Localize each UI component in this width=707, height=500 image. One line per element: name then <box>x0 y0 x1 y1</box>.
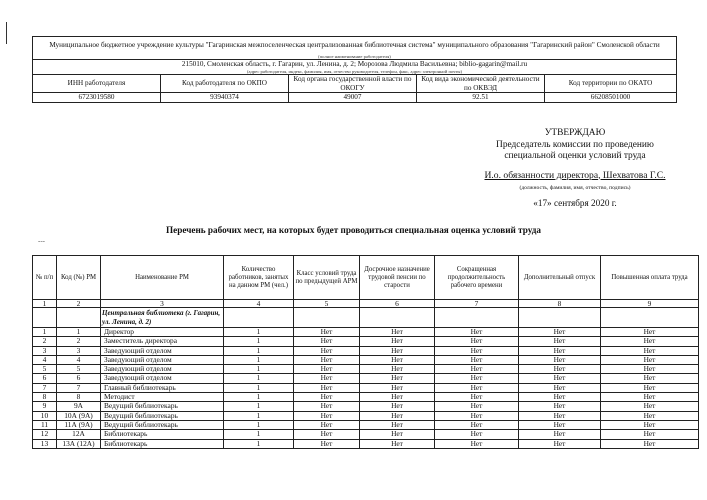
early-pension: Нет <box>360 383 435 392</box>
reduced-hours: Нет <box>435 420 519 429</box>
row-number: 5 <box>33 365 57 374</box>
worker-count: 1 <box>224 439 294 448</box>
signatory: И.о. обязанности директора, Шехватова Г.С. <box>484 169 666 181</box>
worker-count: 1 <box>224 355 294 364</box>
table-row <box>33 355 699 364</box>
work-class: Нет <box>294 328 360 337</box>
reduced-hours: Нет <box>435 430 519 439</box>
approve-heading: УТВЕРЖДАЮ <box>544 128 606 138</box>
worker-count: 1 <box>224 337 294 346</box>
workplace-code: 4 <box>57 355 101 364</box>
workplace-code: 11А (9А) <box>57 420 101 429</box>
extra-leave: Нет <box>519 393 601 402</box>
worker-count: 1 <box>224 402 294 411</box>
extra-leave: Нет <box>519 420 601 429</box>
okved-header: Код вида экономической деятельности по ОКВЭД <box>417 75 545 93</box>
reduced-hours: Нет <box>435 346 519 355</box>
column-number: 6 <box>360 300 435 308</box>
okpo-value: 93940374 <box>161 93 289 103</box>
row-number: 13 <box>33 439 57 448</box>
extra-leave: Нет <box>519 439 601 448</box>
scan-margin-mark <box>6 22 7 44</box>
row-number: 9 <box>33 402 57 411</box>
increased-pay: Нет <box>601 337 699 346</box>
increased-pay: Нет <box>601 355 699 364</box>
table-header-row <box>33 256 699 300</box>
reduced-hours: Нет <box>435 411 519 420</box>
workplace-code: 13А (12А) <box>57 439 101 448</box>
table-row <box>33 337 699 346</box>
employer-address: 215010, Смоленская область, г. Гагарин, ул. Ленина, д. 2; Морозова Людмила Васильевна; biblio-gagarin@mail.ru <box>33 60 677 70</box>
col-header-class: Класс условий труда по предыдущей АРМ <box>294 256 360 300</box>
employer-name-caption: (полное наименование работодателя) <box>33 54 677 60</box>
work-class: Нет <box>294 383 360 392</box>
okato-value: 66208501000 <box>545 93 677 103</box>
inn-header: ИНН работодателя <box>33 75 161 93</box>
work-class: Нет <box>294 402 360 411</box>
table-row <box>33 420 699 429</box>
row-number: 10 <box>33 411 57 420</box>
column-number: 8 <box>519 300 601 308</box>
increased-pay: Нет <box>601 402 699 411</box>
early-pension: Нет <box>360 393 435 402</box>
early-pension: Нет <box>360 374 435 383</box>
workplace-code: 8 <box>57 393 101 402</box>
worker-count: 1 <box>224 328 294 337</box>
increased-pay: Нет <box>601 365 699 374</box>
row-number: 2 <box>33 337 57 346</box>
row-number: 6 <box>33 374 57 383</box>
col-header-code: Код (№) РМ <box>57 256 101 300</box>
workplace-name: Ведущий библиотекарь <box>101 402 224 411</box>
employer-name: Муниципальное бюджетное учреждение культуры "Гагаринская межпоселенческая централизованная библиотечная система" муниципального образования "Гагаринский район" Смоленской области <box>33 37 677 55</box>
row-number: 7 <box>33 383 57 392</box>
table-row <box>33 374 699 383</box>
worker-count: 1 <box>224 374 294 383</box>
table-row <box>33 383 699 392</box>
col-header-count: Количество работников, занятых на данном РМ (чел.) <box>224 256 294 300</box>
increased-pay: Нет <box>601 430 699 439</box>
table-row <box>33 411 699 420</box>
dash-marker: --- <box>38 237 45 245</box>
okpo-header: Код работодателя по ОКПО <box>161 75 289 93</box>
workplace-name: Заведующий отделом <box>101 346 224 355</box>
inn-value: 6723019580 <box>33 93 161 103</box>
workplace-name: Методист <box>101 393 224 402</box>
extra-leave: Нет <box>519 402 601 411</box>
workplace-code: 9А <box>57 402 101 411</box>
okato-header: Код территории по ОКАТО <box>545 75 677 93</box>
approve-line-2: специальной оценки условий труда <box>504 151 646 161</box>
table-row <box>33 402 699 411</box>
increased-pay: Нет <box>601 420 699 429</box>
row-number: 8 <box>33 393 57 402</box>
reduced-hours: Нет <box>435 402 519 411</box>
column-number: 7 <box>435 300 519 308</box>
signatory-hint: (должность, фамилия, имя, отчество, подпись) <box>519 185 631 191</box>
increased-pay: Нет <box>601 374 699 383</box>
early-pension: Нет <box>360 439 435 448</box>
column-number: 5 <box>294 300 360 308</box>
early-pension: Нет <box>360 328 435 337</box>
section-row <box>33 308 699 328</box>
workplace-code: 10А (9А) <box>57 411 101 420</box>
extra-leave: Нет <box>519 411 601 420</box>
worker-count: 1 <box>224 420 294 429</box>
early-pension: Нет <box>360 355 435 364</box>
workplace-code: 5 <box>57 365 101 374</box>
reduced-hours: Нет <box>435 383 519 392</box>
reduced-hours: Нет <box>435 374 519 383</box>
extra-leave: Нет <box>519 337 601 346</box>
workplace-name: Заведующий отделом <box>101 374 224 383</box>
reduced-hours: Нет <box>435 439 519 448</box>
document-title: Перечень рабочих мест, на которых будет проводиться специальная оценка условий труда <box>166 225 541 235</box>
workplace-code: 12А <box>57 430 101 439</box>
early-pension: Нет <box>360 430 435 439</box>
increased-pay: Нет <box>601 383 699 392</box>
okved-value: 92.51 <box>417 93 545 103</box>
okogu-value: 49007 <box>289 93 417 103</box>
work-class: Нет <box>294 430 360 439</box>
table-row <box>33 328 699 337</box>
table-row <box>33 346 699 355</box>
workplace-name: Директор <box>101 328 224 337</box>
col-header-name: Наименование РМ <box>101 256 224 300</box>
table-row <box>33 365 699 374</box>
worker-count: 1 <box>224 411 294 420</box>
workplace-code: 3 <box>57 346 101 355</box>
early-pension: Нет <box>360 411 435 420</box>
employer-info-table <box>32 36 677 103</box>
worker-count: 1 <box>224 430 294 439</box>
workplaces-table <box>32 255 699 449</box>
okogu-header: Код органа государственной власти по ОКОГУ <box>289 75 417 93</box>
table-row <box>33 430 699 439</box>
work-class: Нет <box>294 439 360 448</box>
work-class: Нет <box>294 393 360 402</box>
extra-leave: Нет <box>519 383 601 392</box>
workplace-code: 1 <box>57 328 101 337</box>
workplace-name: Заведующий отделом <box>101 355 224 364</box>
work-class: Нет <box>294 337 360 346</box>
work-class: Нет <box>294 365 360 374</box>
worker-count: 1 <box>224 365 294 374</box>
early-pension: Нет <box>360 346 435 355</box>
early-pension: Нет <box>360 365 435 374</box>
extra-leave: Нет <box>519 430 601 439</box>
approval-block <box>465 128 685 210</box>
early-pension: Нет <box>360 420 435 429</box>
early-pension: Нет <box>360 337 435 346</box>
workplace-name: Ведущий библиотекарь <box>101 411 224 420</box>
work-class: Нет <box>294 355 360 364</box>
work-class: Нет <box>294 420 360 429</box>
column-number: 3 <box>101 300 224 308</box>
table-row <box>33 393 699 402</box>
reduced-hours: Нет <box>435 393 519 402</box>
workplace-code: 7 <box>57 383 101 392</box>
increased-pay: Нет <box>601 411 699 420</box>
work-class: Нет <box>294 346 360 355</box>
col-header-no: № п/п <box>33 256 57 300</box>
table-row <box>33 439 699 448</box>
col-header-pay: Повышенная оплата труда <box>601 256 699 300</box>
extra-leave: Нет <box>519 365 601 374</box>
early-pension: Нет <box>360 402 435 411</box>
column-number: 2 <box>57 300 101 308</box>
workplace-name: Заместитель директора <box>101 337 224 346</box>
increased-pay: Нет <box>601 439 699 448</box>
section-title: Центральная библиотека (г. Гагарин, ул. Ленина, д. 2) <box>101 308 224 328</box>
workplace-name: Заведующий отделом <box>101 365 224 374</box>
approval-date: «17» сентября 2020 г. <box>533 198 617 208</box>
row-number: 4 <box>33 355 57 364</box>
reduced-hours: Нет <box>435 355 519 364</box>
increased-pay: Нет <box>601 393 699 402</box>
extra-leave: Нет <box>519 374 601 383</box>
workplace-name: Ведущий библиотекарь <box>101 420 224 429</box>
increased-pay: Нет <box>601 346 699 355</box>
workplace-name: Библиотекарь <box>101 430 224 439</box>
extra-leave: Нет <box>519 328 601 337</box>
column-number: 9 <box>601 300 699 308</box>
increased-pay: Нет <box>601 328 699 337</box>
row-number: 11 <box>33 420 57 429</box>
reduced-hours: Нет <box>435 337 519 346</box>
column-number: 1 <box>33 300 57 308</box>
extra-leave: Нет <box>519 346 601 355</box>
column-number: 4 <box>224 300 294 308</box>
col-header-hours: Сокращенная продолжительность рабочего времени <box>435 256 519 300</box>
work-class: Нет <box>294 411 360 420</box>
row-number: 12 <box>33 430 57 439</box>
row-number: 3 <box>33 346 57 355</box>
workplace-code: 6 <box>57 374 101 383</box>
col-header-pension: Досрочное назначение трудовой пенсии по старости <box>360 256 435 300</box>
worker-count: 1 <box>224 346 294 355</box>
workplace-code: 2 <box>57 337 101 346</box>
worker-count: 1 <box>224 383 294 392</box>
approve-line-1: Председатель комиссии по проведению <box>496 139 654 150</box>
extra-leave: Нет <box>519 355 601 364</box>
workplace-name: Главный библиотекарь <box>101 383 224 392</box>
col-header-leave: Дополнительный отпуск <box>519 256 601 300</box>
work-class: Нет <box>294 374 360 383</box>
row-number: 1 <box>33 328 57 337</box>
reduced-hours: Нет <box>435 328 519 337</box>
column-number-row <box>33 300 699 308</box>
employer-address-caption: (адрес работодателя, индекс, фамилия, имя, отчество руководителя, телефон, факс, адрес электронной почты) <box>33 69 677 75</box>
worker-count: 1 <box>224 393 294 402</box>
reduced-hours: Нет <box>435 365 519 374</box>
workplace-name: Библиотекарь <box>101 439 224 448</box>
